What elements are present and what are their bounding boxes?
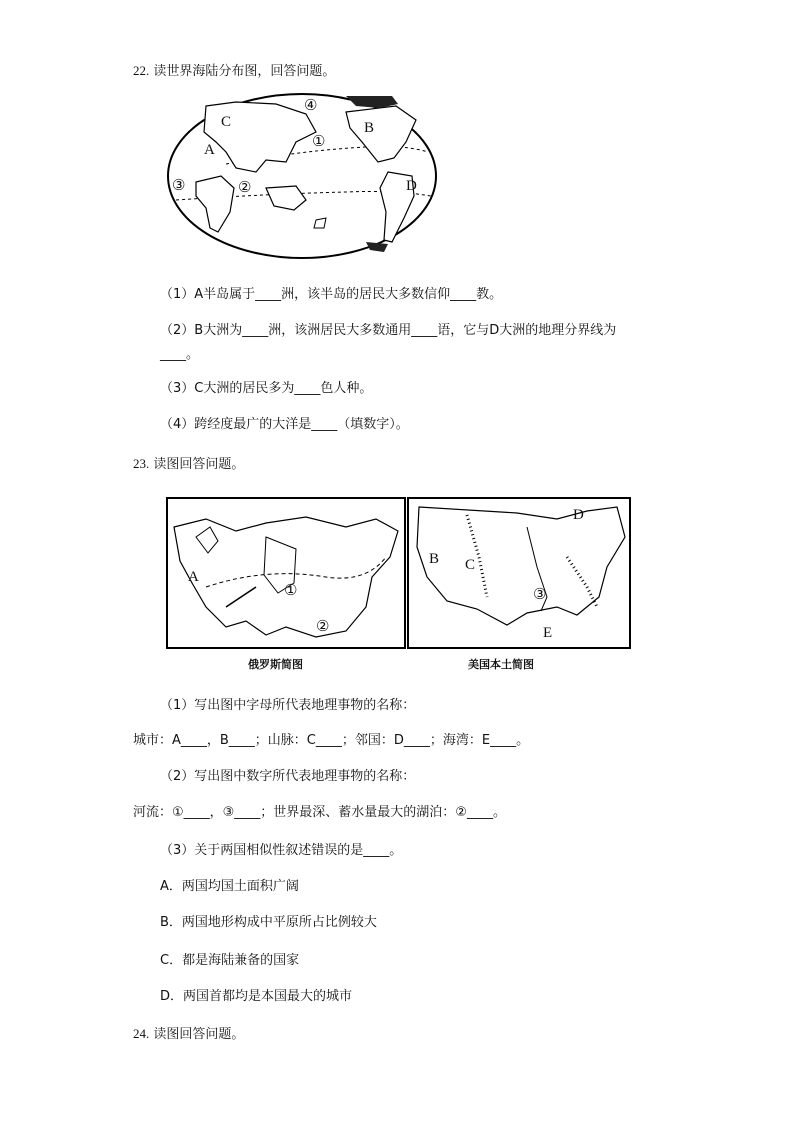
q23-sub-3: （3）关于两国相似性叙述错误的是____。 [160, 843, 403, 858]
q23-sub-1-blanks: 城市：A____，B____；山脉：C____；邻国：D____；海湾：E____。 [133, 733, 530, 748]
question-text: 读世界海陆分布图，回答问题。 [153, 64, 336, 79]
map-label-ocean-3: ③ [172, 178, 186, 194]
question-22-stem [133, 62, 335, 81]
q23-option-d: D．两国首都均是本国最大的城市 [160, 989, 353, 1004]
q22-sub-2-cont: ____。 [160, 347, 200, 362]
map-label-d: D [406, 178, 417, 194]
russia-map [166, 497, 406, 649]
q22-sub-2: （2）B大洲为____洲，该洲居民大多数通用____语，它与D大洲的地理分界线为 [160, 323, 617, 338]
q23-option-b: B．两国地形构成中平原所占比例较大 [160, 915, 377, 930]
q22-sub-1: （1）A半岛属于____洲，该半岛的居民大多数信仰____教。 [160, 287, 503, 302]
map-label-a: A [204, 142, 215, 158]
usa-map [407, 497, 631, 649]
question-number: 23. [133, 456, 150, 471]
map-label-river-1: ① [284, 583, 298, 599]
question-text: 读图回答问题。 [153, 1027, 245, 1042]
world-sea-land-map [166, 92, 438, 260]
question-number: 24. [133, 1026, 150, 1041]
q22-sub-4: （4）跨经度最广的大洋是____（填数字）。 [160, 417, 409, 432]
map-label-ocean-4: ④ [304, 98, 318, 114]
map-label-ocean-1: ① [312, 134, 326, 150]
q23-sub-1: （1）写出图中字母所代表地理事物的名称： [160, 698, 416, 713]
map-label-a: A [188, 569, 199, 585]
map-label-ocean-2: ② [238, 180, 252, 196]
map-label-c: C [465, 557, 476, 573]
q23-sub-2: （2）写出图中数字所代表地理事物的名称： [160, 769, 416, 784]
map-label-lake-2: ② [316, 619, 330, 635]
q23-option-a: A．两国均国土面积广阔 [160, 879, 299, 894]
q23-sub-2-blanks: 河流：①____，③____；世界最深、蓄水量最大的湖泊：②____。 [133, 805, 506, 820]
q23-option-c: C．都是海陆兼备的国家 [160, 953, 300, 968]
map-label-c: C [221, 114, 232, 130]
map-label-d: D [573, 507, 584, 523]
question-text: 读图回答问题。 [153, 457, 245, 472]
map-label-river-3: ③ [533, 587, 547, 603]
q22-sub-3: （3）C大洲的居民多为____色人种。 [160, 381, 373, 396]
question-23-stem [133, 455, 244, 474]
question-24-stem [133, 1025, 244, 1044]
russia-map-caption: 俄罗斯简图 [248, 658, 303, 671]
map-label-b: B [429, 551, 440, 567]
map-label-b: B [364, 120, 375, 136]
map-label-e: E [543, 625, 553, 641]
question-number: 22. [133, 63, 150, 78]
usa-map-caption: 美国本土简图 [468, 658, 534, 671]
